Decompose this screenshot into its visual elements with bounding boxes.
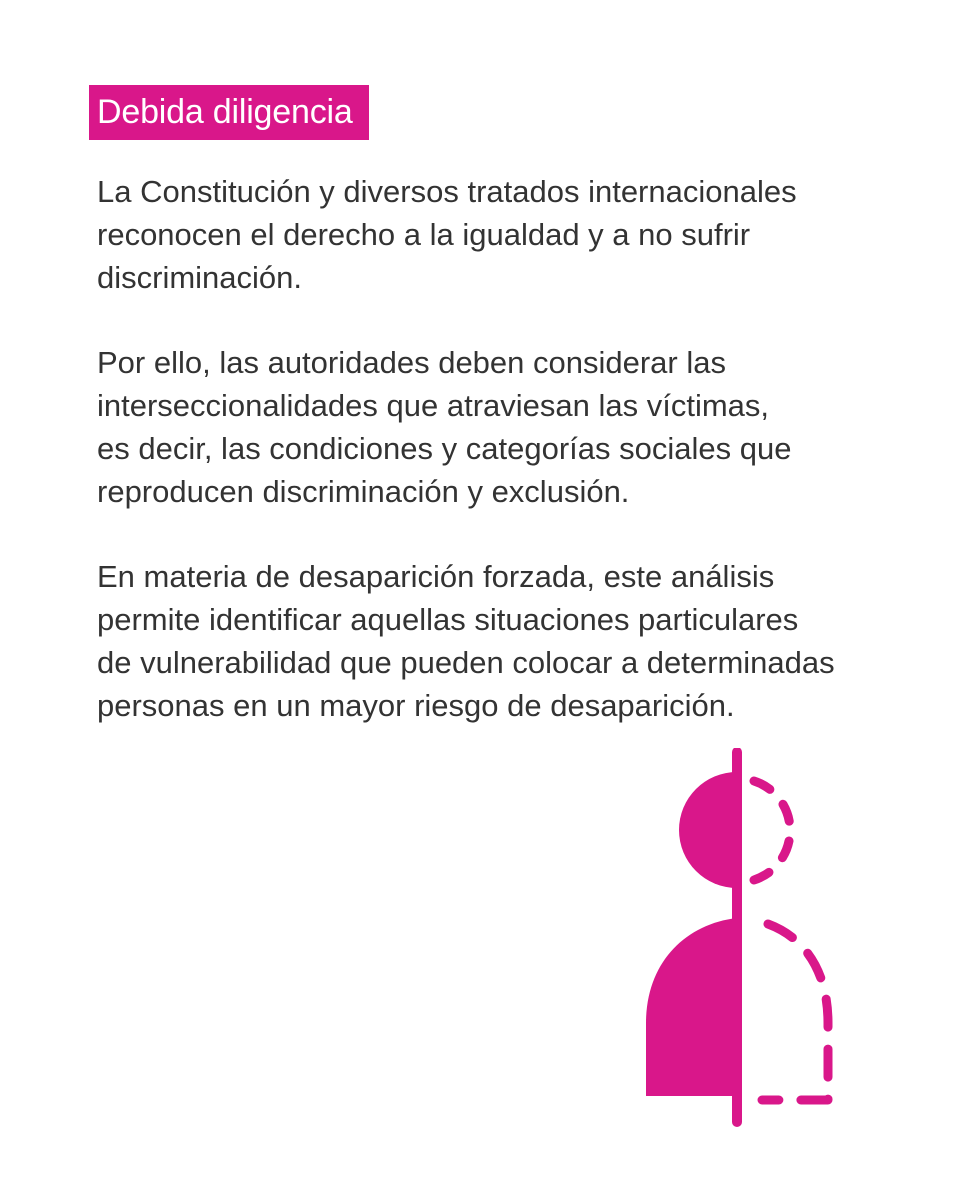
- text-line: interseccionalidades que atraviesan las víctimas,: [97, 388, 770, 423]
- half-person-icon: [640, 748, 850, 1128]
- paragraph-1: [97, 170, 917, 299]
- text-line: Por ello, las autoridades deben considerar las: [97, 345, 726, 380]
- dashed-head-half: [754, 781, 790, 880]
- text-line: En materia de desaparición forzada, este análisis: [97, 559, 775, 594]
- text-line: reproducen discriminación y exclusión.: [97, 474, 630, 509]
- text-line: permite identificar aquellas situaciones particulares: [97, 602, 799, 637]
- text-line: de vulnerabilidad que pueden colocar a determinadas: [97, 645, 835, 680]
- text-line: discriminación.: [97, 260, 303, 295]
- paragraph-2: [97, 341, 917, 513]
- solid-head-half: [679, 772, 737, 888]
- solid-body-half: [646, 918, 737, 1096]
- text-line: La Constitución y diversos tratados internacionales: [97, 174, 797, 209]
- text-line: reconocen el derecho a la igualdad y a no sufrir: [97, 217, 751, 252]
- section-title: Debida diligencia: [97, 93, 353, 131]
- body-text: [97, 170, 917, 769]
- text-line: personas en un mayor riesgo de desaparición.: [97, 688, 735, 723]
- section-title-badge: [89, 85, 369, 140]
- paragraph-3: [97, 555, 917, 727]
- text-line: es decir, las condiciones y categorías sociales que: [97, 431, 792, 466]
- dashed-body-half: [762, 924, 828, 1100]
